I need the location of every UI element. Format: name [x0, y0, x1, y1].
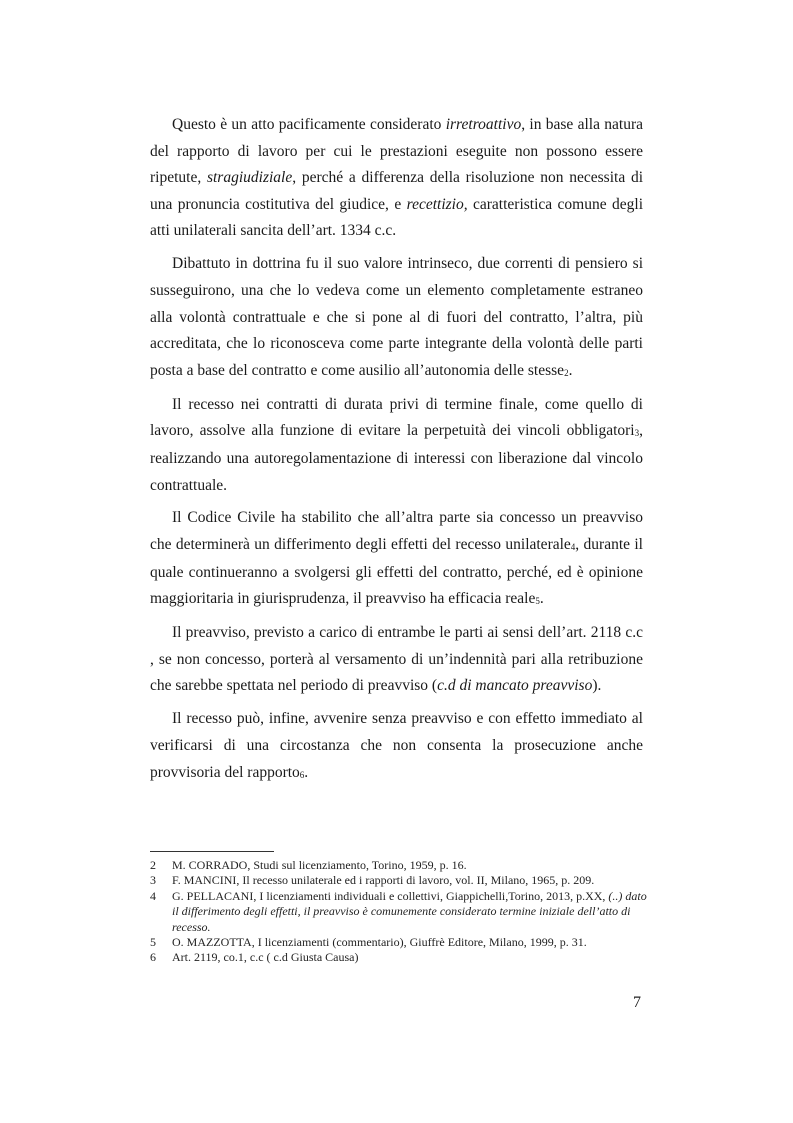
text-run: ).	[592, 677, 602, 695]
footnote-ref[interactable]: 5	[535, 596, 540, 607]
text-run: Il recesso nei contratti di durata privi di termine finale, come quello di lavoro, assolve alla funzione di evitare la perpetuità dei vincoli obbligatori	[150, 395, 643, 440]
text-run: Dibattuto in dottrina fu il suo valore intrinseco, due correnti di pensiero si susseguirono, una che lo vedeva come un elemento completamente estraneo alla volontà contrattuale e che si pone al di fuori del contratto, l’altra, più accreditata, che lo riconosceva come parte integrante della volontà delle parti posta a base del contratto e come ausilio all’autonomia delle stesse	[150, 255, 643, 379]
footnote-text-run: G. PELLACANI, I licenziamenti individuali e collettivi, Giappichelli,Torino, 2013, p.XX,	[172, 888, 609, 903]
page-number: 7	[633, 994, 641, 1011]
footnotes	[150, 858, 650, 966]
paragraph-4	[150, 505, 643, 613]
footnote-ref[interactable]: 4	[570, 542, 576, 553]
paragraph-3	[150, 392, 643, 499]
footnote-item	[150, 950, 650, 965]
footnote-item	[150, 889, 650, 935]
footnote-text	[172, 889, 650, 935]
paragraph-2: Dibattuto in dottrina fu il suo valore intrinseco, due correnti di pensiero si susseguirono, una che lo vedeva come un elemento completamente estraneo alla volontà contrattuale e che si pone al di fuori del contratto, l’altra, più accreditata, che lo riconosceva come parte integrante della volontà delle parti posta a base del contratto e come ausilio all’autonomia delle stesse$^2$.	[150, 255, 643, 379]
text-run: Il recesso può, infine, avvenire senza preavviso e con effetto immediato al verificarsi di una circostanza che non consenta la prosecuzione anche provvisoria del rapporto	[150, 710, 643, 781]
text-run: Il preavviso, previsto a carico di entrambe le parti ai sensi dell’art. 2118 c.c , se non concesso, porterà al versamento di un’indennità pari alla retribuzione che sarebbe spettata nel periodo di preavviso (	[150, 624, 643, 695]
text-run: Questo è un atto pacificamente considerato	[172, 116, 446, 133]
text-run: , durante il quale continueranno a svolgersi gli effetti del contratto, perché, ed è opinione maggioritaria in giurisprudenza, il preavviso ha efficacia reale	[150, 536, 643, 608]
footnote-number: 6	[150, 950, 156, 965]
footnote-ref[interactable]: 2	[564, 367, 569, 378]
footnote-text: F. MANCINI, Il recesso unilaterale ed i rapporti di lavoro, vol. II, Milano, 1965, p. 209.	[172, 873, 595, 888]
footnote-ref[interactable]: 3	[634, 428, 640, 439]
text-run: caratteristica comune degli atti unilaterali sancita dell’art. 1334 c.c.	[150, 195, 643, 240]
italic-term: stragiudiziale	[206, 169, 293, 187]
text-run: .	[304, 763, 309, 781]
body-text	[150, 112, 643, 794]
footnote-text: O. MAZZOTTA, I licenziamenti (commentario), Giuffrè Editore, Milano, 1999, p. 31.	[172, 935, 587, 950]
footnote-number: 4	[150, 888, 156, 903]
italic-term: irretroattivo	[445, 116, 522, 133]
footnote-number: 2	[150, 858, 156, 872]
text-run: , perché a differenza della risoluzione non necessita di una pronuncia costitutiva del giudice, e	[150, 169, 643, 213]
footnote-separator	[150, 851, 274, 852]
footnote-italic-quote: (..) dato il differimento degli effetti, il preavviso è comunemente considerato termine iniziale dell’atto di recesso.	[172, 888, 647, 934]
italic-term: c.d di mancato preavviso	[437, 677, 593, 695]
footnote-number: 5	[150, 935, 156, 950]
paragraph-6	[150, 706, 643, 787]
footnote-number: 3	[150, 873, 156, 888]
footnote-item	[150, 935, 650, 950]
footnote-text: Art. 2119, co.1, c.c ( c.d Giusta Causa)	[172, 950, 359, 965]
text-run: , in base alla natura del rapporto di lavoro per cui le prestazioni eseguite non possono essere ripetute,	[150, 116, 643, 187]
footnote-item	[150, 858, 650, 873]
text-run: Il Codice Civile ha stabilito che all’altra parte sia concesso un preavviso che determinerà un differimento degli effetti del recesso unilaterale	[150, 509, 643, 554]
paragraph-5	[150, 620, 643, 700]
paragraph-1	[150, 112, 643, 245]
italic-term: recettizio,	[406, 195, 468, 213]
text-run: , realizzando una autoregolamentazione di interessi con liberazione dal vincolo contrattuale.	[150, 422, 643, 494]
footnote-text: M. CORRADO, Studi sul licenziamento, Torino, 1959, p. 16.	[172, 858, 467, 872]
footnote-item	[150, 873, 650, 888]
text-run: .	[539, 590, 544, 608]
footnote-ref[interactable]: 6	[299, 769, 305, 780]
